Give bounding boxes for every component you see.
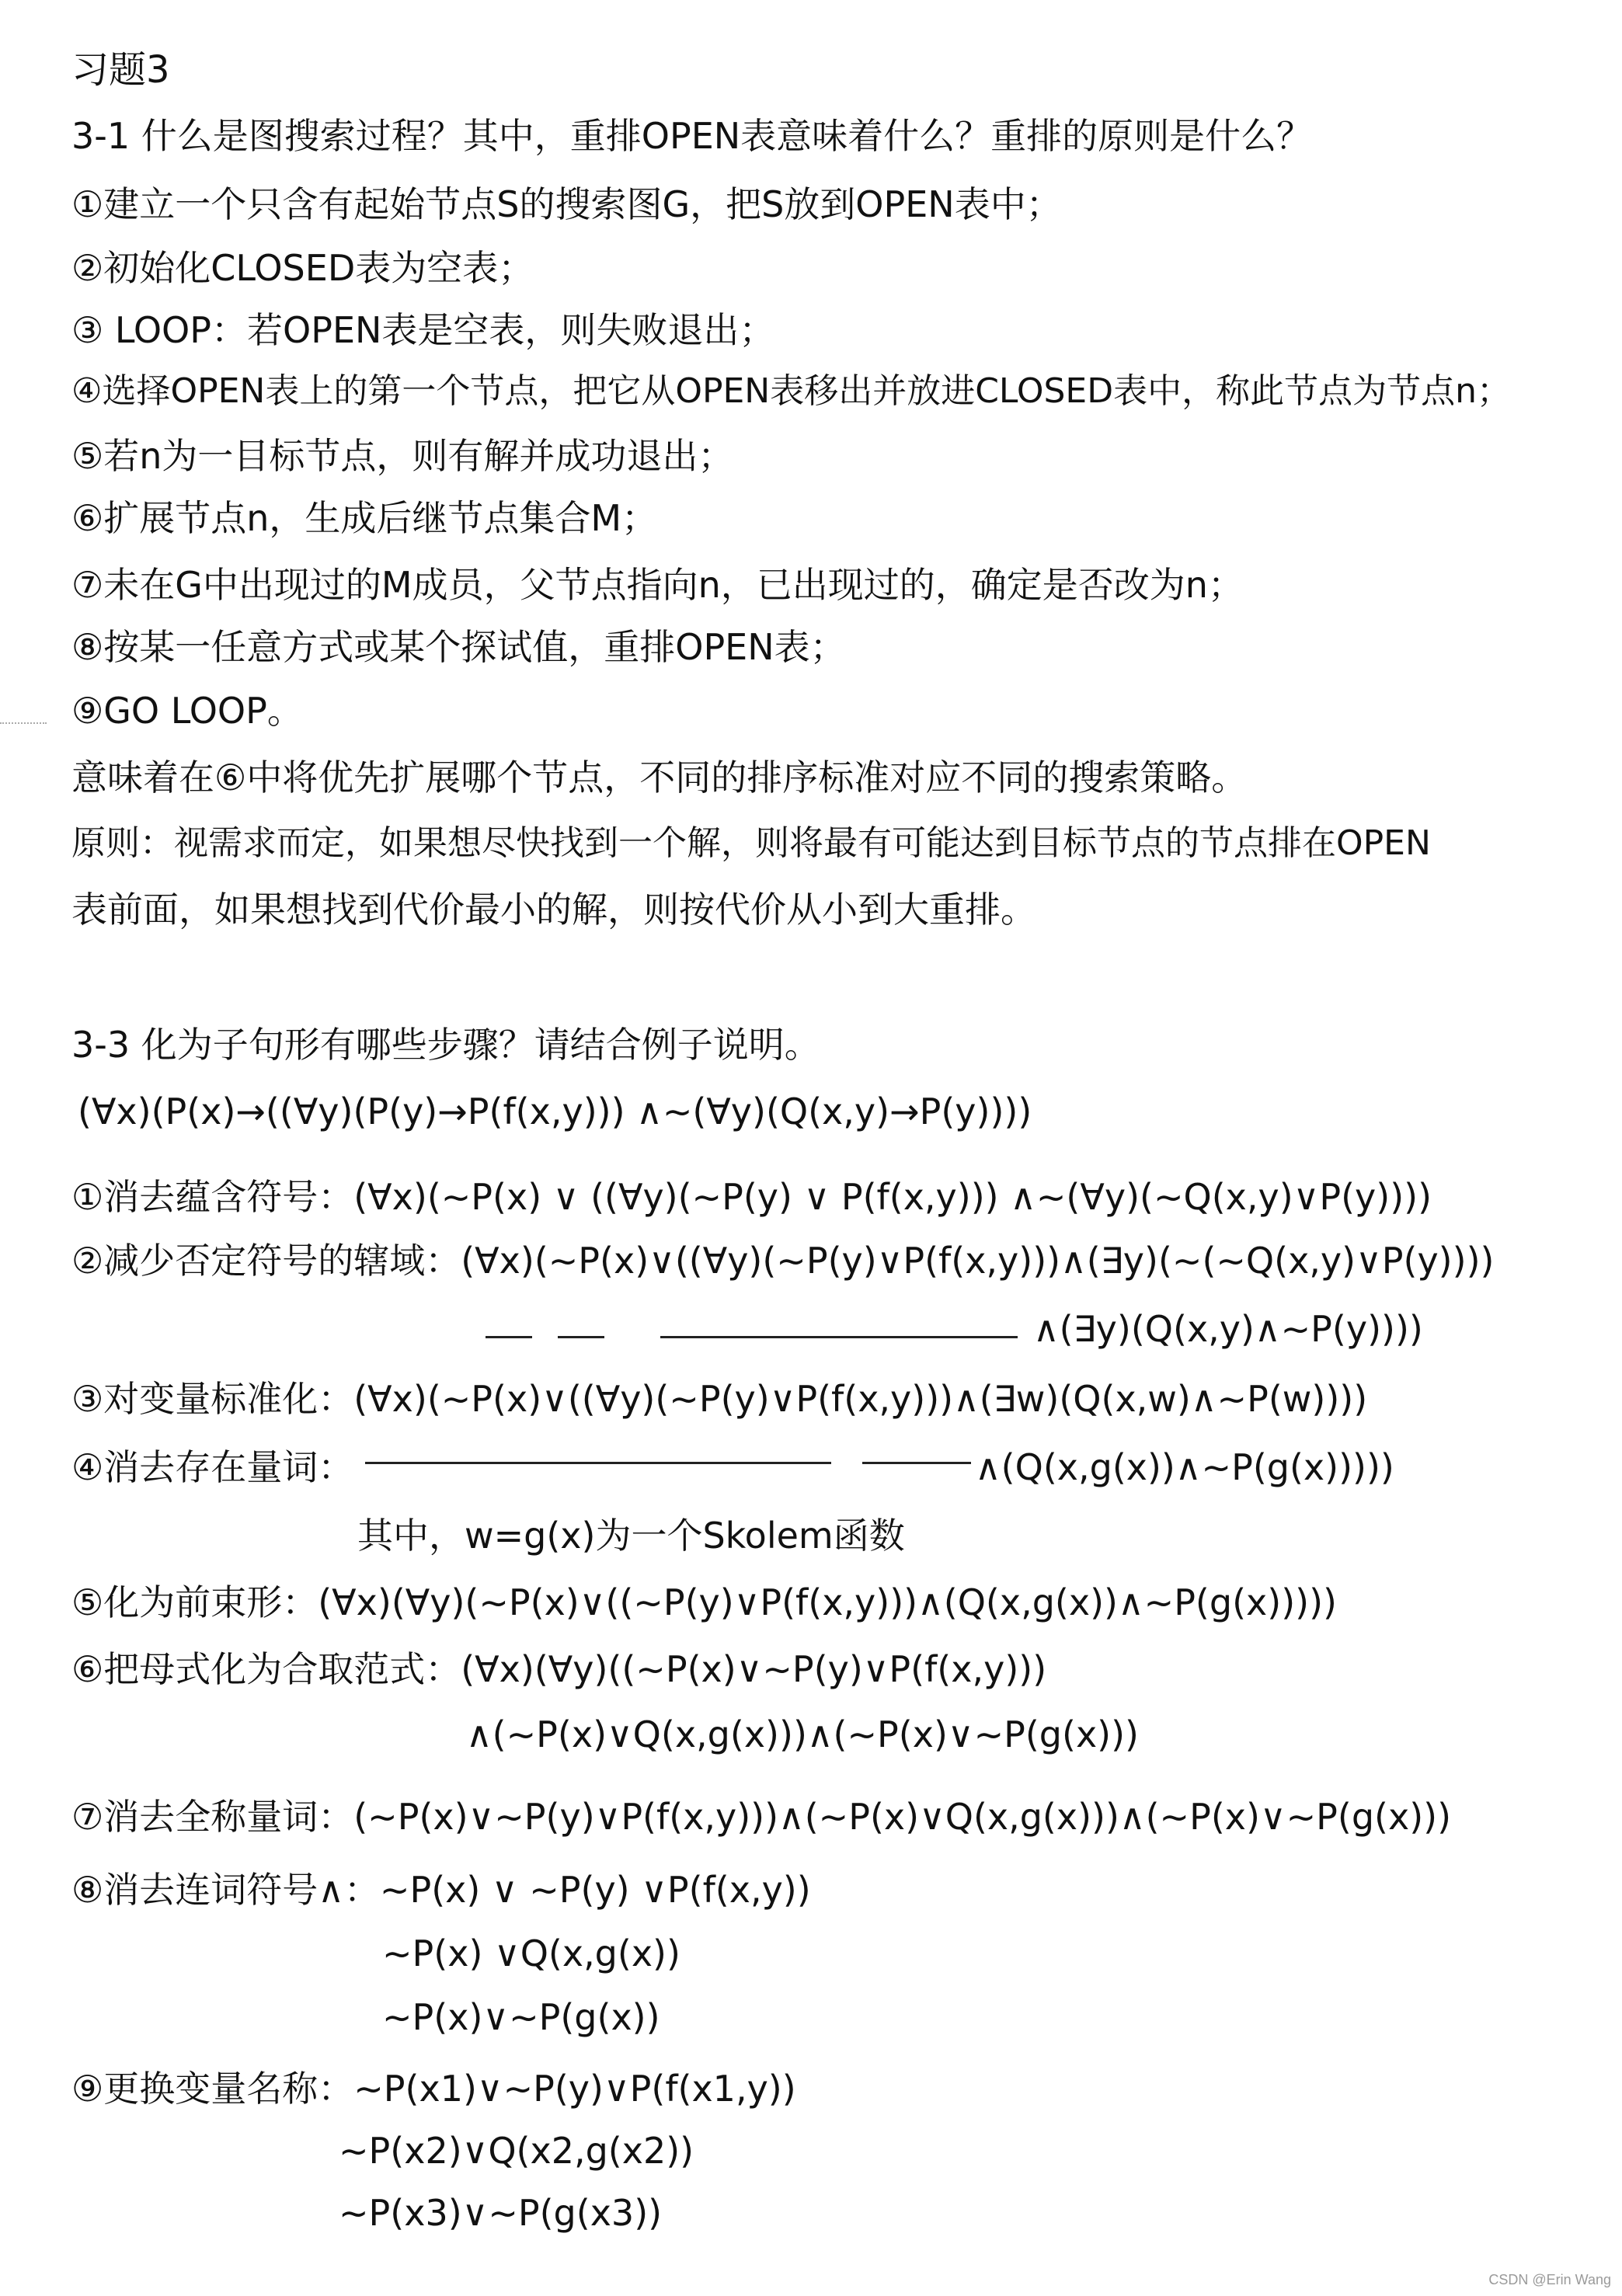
clause-step-2-continued: ∧(∃y)(Q(x,y)∧~P(y)))) bbox=[1033, 1308, 1423, 1350]
step-6: ⑥扩展节点n，生成后继节点集合M； bbox=[71, 497, 658, 539]
ditto-dash bbox=[862, 1462, 971, 1464]
clause-step-8-line-2: ~P(x) ∨Q(x,g(x)) bbox=[382, 1932, 680, 1974]
clause-step-9-line-2: ~P(x2)∨Q(x2,g(x2)) bbox=[339, 2130, 694, 2172]
margin-mark bbox=[0, 722, 47, 724]
clause-step-8-line-3: ~P(x)∨~P(g(x)) bbox=[382, 1996, 660, 2038]
example-formula: (∀x)(P(x)→((∀y)(P(y)→P(f(x,y))) ∧~(∀y)(Q(x,y)→P(y)))) bbox=[78, 1091, 1032, 1132]
step-9: ⑨GO LOOP。 bbox=[71, 690, 303, 732]
ditto-dash bbox=[558, 1336, 604, 1338]
question-3-1: 3-1 什么是图搜索过程？其中，重排OPEN表意味着什么？重排的原则是什么？ bbox=[71, 115, 1313, 157]
watermark: CSDN @Erin Wang bbox=[1488, 2272, 1611, 2287]
clause-step-6-continued: ∧(~P(x)∨Q(x,g(x)))∧(~P(x)∨~P(g(x))) bbox=[466, 1713, 1140, 1755]
clause-step-1: ①消去蕴含符号：(∀x)(~P(x) ∨ ((∀y)(~P(y) ∨ P(f(x,y))) ∧~(∀y)(~Q(x,y)∨P(y)))) bbox=[71, 1176, 1432, 1218]
clause-step-2: ②减少否定符号的辖域：(∀x)(~P(x)∨((∀y)(~P(y)∨P(f(x,y)))∧(∃y)(~(~Q(x,y)∨P(y)))) bbox=[71, 1240, 1495, 1282]
step-7: ⑦未在G中出现过的M成员，父节点指向n，已出现过的，确定是否改为n； bbox=[71, 564, 1244, 606]
clause-step-7: ⑦消去全称量词：(~P(x)∨~P(y)∨P(f(x,y)))∧(~P(x)∨Q(x,g(x)))∧(~P(x)∨~P(g(x))) bbox=[71, 1796, 1452, 1838]
clause-step-8: ⑧消去连词符号∧：~P(x) ∨ ~P(y) ∨P(f(x,y)) bbox=[71, 1869, 811, 1911]
ditto-dash bbox=[660, 1336, 1018, 1338]
principle-line-1: 原则：视需求而定，如果想尽快找到一个解，则将最有可能达到目标节点的节点排在OPEN bbox=[71, 823, 1431, 863]
clause-step-9-line-3: ~P(x3)∨~P(g(x3)) bbox=[339, 2192, 663, 2234]
step-1: ①建立一个只含有起始节点S的搜索图G，把S放到OPEN表中； bbox=[71, 183, 1062, 225]
step-8: ⑧按某一任意方式或某个探试值，重排OPEN表； bbox=[71, 626, 846, 668]
step-2: ②初始化CLOSED表为空表； bbox=[71, 247, 534, 289]
question-3-3: 3-3 化为子句形有哪些步骤？请结合例子说明。 bbox=[71, 1024, 820, 1066]
clause-step-5: ⑤化为前束形：(∀x)(∀y)(~P(x)∨((~P(y)∨P(f(x,y)))∧(Q(x,g(x))∧~P(g(x))))) bbox=[71, 1581, 1337, 1623]
ditto-dash bbox=[365, 1462, 831, 1464]
meaning-paragraph: 意味着在⑥中将优先扩展哪个节点，不同的排序标准对应不同的搜索策略。 bbox=[71, 757, 1248, 798]
ditto-dash bbox=[486, 1336, 532, 1338]
clause-step-3: ③对变量标准化：(∀x)(~P(x)∨((∀y)(~P(y)∨P(f(x,y)))∧(∃w)(Q(x,w)∧~P(w)))) bbox=[71, 1378, 1368, 1420]
step-5: ⑤若n为一目标节点，则有解并成功退出； bbox=[71, 435, 734, 477]
step-4: ④选择OPEN表上的第一个节点，把它从OPEN表移出并放进CLOSED表中，称此节点为节点n； bbox=[71, 371, 1512, 411]
skolem-note: 其中，w=g(x)为一个Skolem函数 bbox=[357, 1515, 905, 1557]
clause-step-4-continued: ∧(Q(x,g(x))∧~P(g(x))))) bbox=[975, 1446, 1394, 1488]
clause-step-6: ⑥把母式化为合取范式：(∀x)(∀y)((~P(x)∨~P(y)∨P(f(x,y))) bbox=[71, 1648, 1047, 1690]
page-title: 习题3 bbox=[71, 48, 170, 92]
clause-step-4: ④消去存在量词： bbox=[71, 1446, 354, 1488]
principle-line-2: 表前面，如果想找到代价最小的解，则按代价从小到大重排。 bbox=[71, 889, 1036, 931]
step-3: ③ LOOP：若OPEN表是空表，则失败退出； bbox=[71, 309, 775, 351]
clause-step-9: ⑨更换变量名称：~P(x1)∨~P(y)∨P(f(x1,y)) bbox=[71, 2068, 796, 2110]
